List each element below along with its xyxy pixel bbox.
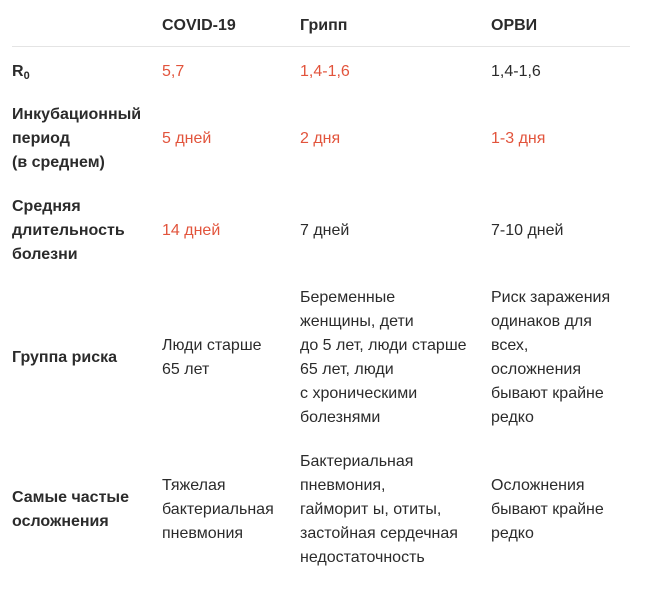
column-header-covid: COVID-19 <box>162 17 236 34</box>
cell-r0-orvi: 1,4-1,6 <box>491 63 541 80</box>
column-header-orvi: ОРВИ <box>491 17 538 34</box>
cell-r0-flu: 1,4-1,6 <box>300 63 350 80</box>
cell-duration-covid: 14 дней <box>162 222 221 239</box>
cell-complications-covid: Тяжелая бактериальная пневмония <box>162 477 274 542</box>
row-label-r0 <box>12 60 30 88</box>
row-label-risk-group: Группа риска <box>12 349 118 366</box>
cell-duration-orvi: 7-10 дней <box>491 222 564 239</box>
row-label-r0-main: R <box>12 63 24 80</box>
cell-complications-orvi: Осложнения бывают крайне редко <box>491 477 604 542</box>
cell-incubation-flu: 2 дня <box>300 130 341 147</box>
header-divider <box>12 46 630 47</box>
row-label-duration: Средняя длительность болезни <box>12 198 125 263</box>
cell-risk-covid: Люди старше 65 лет <box>162 337 262 378</box>
cell-risk-orvi: Риск заражения одинаков для всех, осложнения бывают крайне редко <box>491 289 611 426</box>
cell-risk-flu: Беременные женщины, дети до 5 лет, люди старше 65 лет, люди с хроническими болезнями <box>300 289 467 426</box>
cell-complications-flu: Бактериальная пневмония, гайморит ы, отиты, застойная сердечная недостаточность <box>300 453 458 566</box>
column-header-flu: Грипп <box>300 17 348 34</box>
row-label-complications: Самые частые осложнения <box>12 489 129 530</box>
cell-duration-flu: 7 дней <box>300 222 350 239</box>
cell-r0-covid: 5,7 <box>162 63 185 80</box>
cell-incubation-covid: 5 дней <box>162 130 212 147</box>
row-label-incubation: Инкубационный период (в среднем) <box>12 106 142 171</box>
cell-incubation-orvi: 1-3 дня <box>491 130 546 147</box>
row-label-r0-sub: 0 <box>23 70 30 82</box>
